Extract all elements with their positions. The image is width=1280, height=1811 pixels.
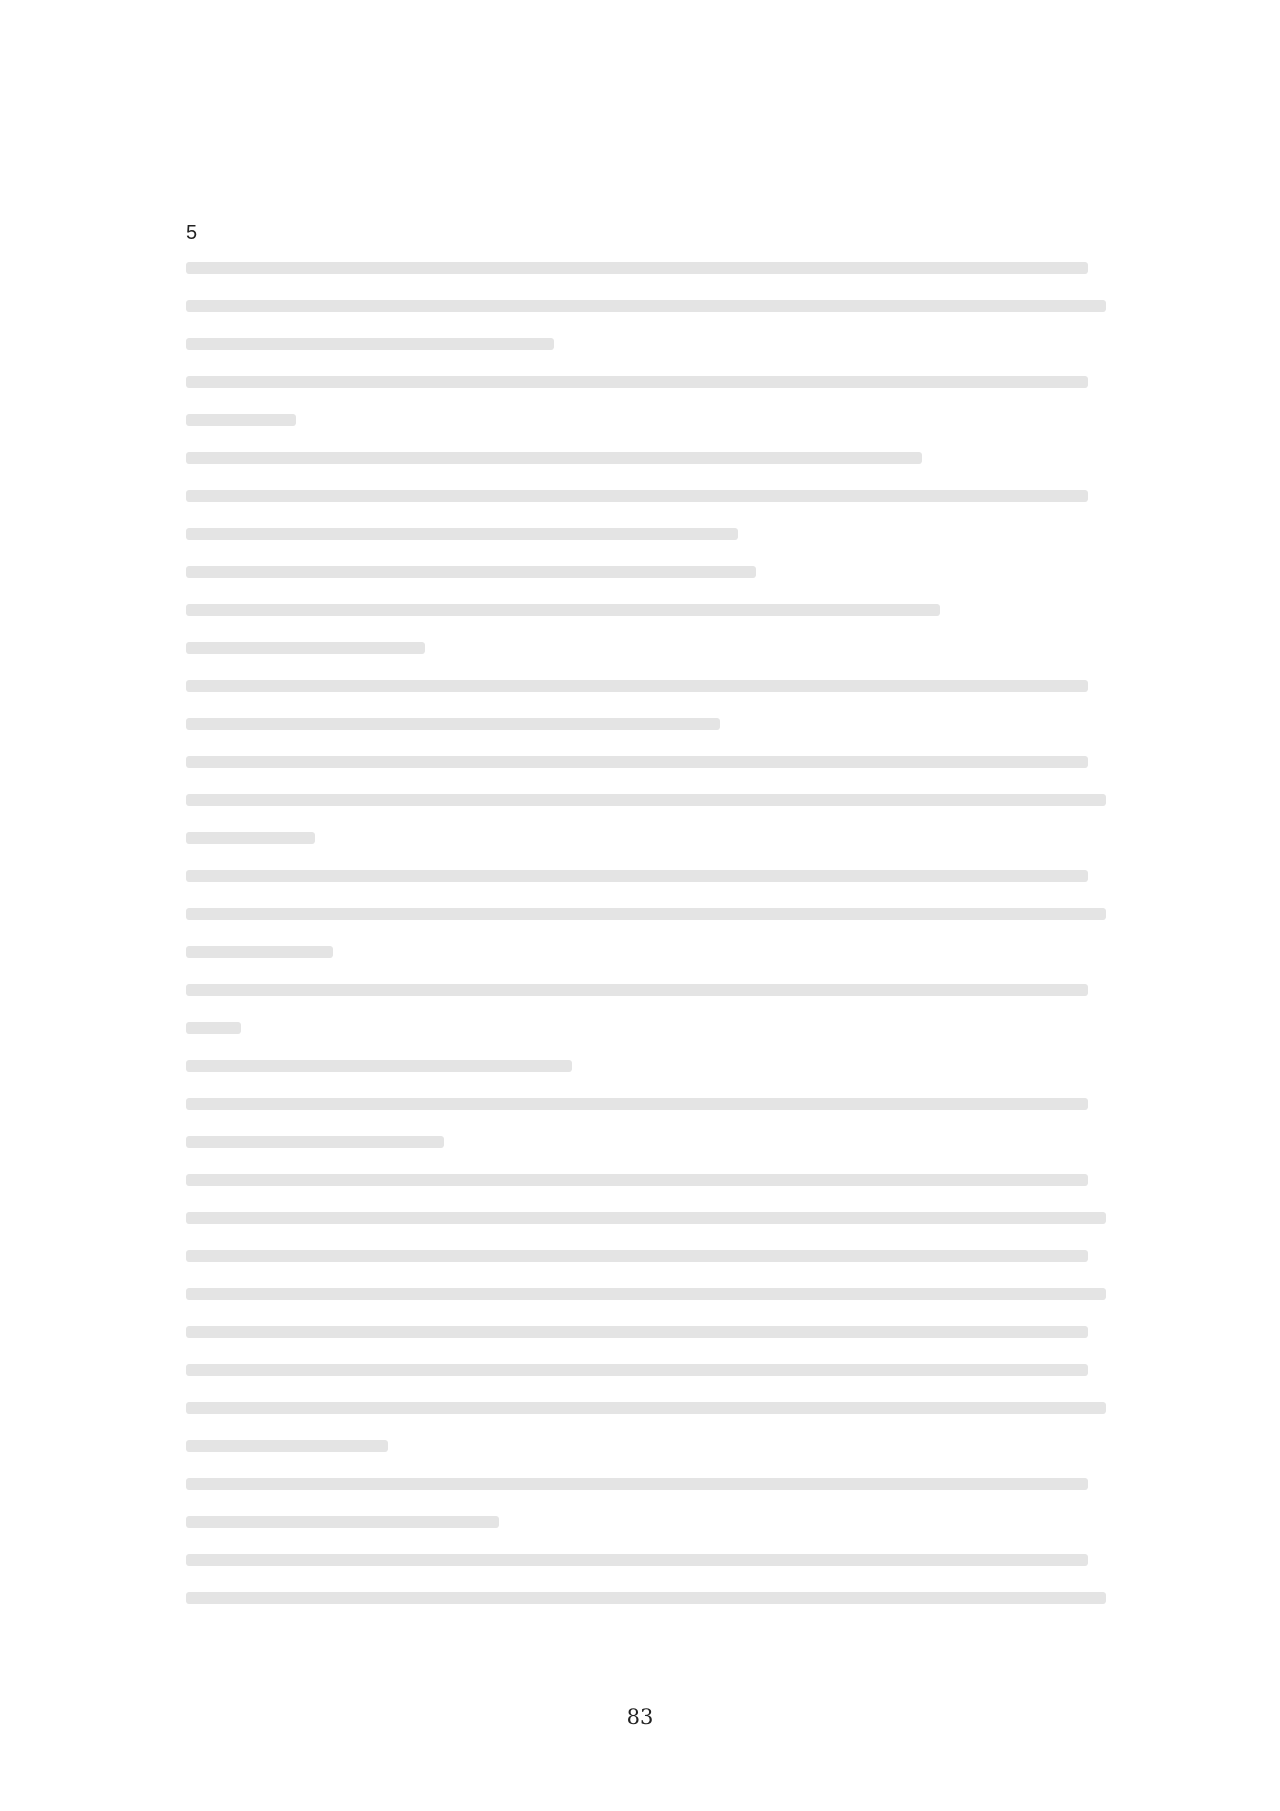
text-line-placeholder: [186, 1364, 1088, 1376]
text-line-placeholder: [186, 1326, 1088, 1338]
text-line-placeholder: [186, 680, 1088, 692]
text-line-placeholder: [186, 1136, 444, 1148]
section-number: 5: [186, 222, 198, 244]
text-line-placeholder: [186, 756, 1088, 768]
text-line-placeholder: [186, 604, 940, 616]
text-line-placeholder: [186, 1022, 241, 1034]
text-line-placeholder: [186, 1288, 1106, 1300]
text-body-placeholder: [186, 262, 1106, 1630]
text-line-placeholder: [186, 452, 922, 464]
text-line-placeholder: [186, 300, 1106, 312]
text-line-placeholder: [186, 1440, 388, 1452]
text-line-placeholder: [186, 1592, 1106, 1604]
text-line-placeholder: [186, 490, 1088, 502]
text-line-placeholder: [186, 794, 1106, 806]
page-number: 83: [626, 1705, 654, 1729]
text-line-placeholder: [186, 1060, 572, 1072]
text-line-placeholder: [186, 1516, 499, 1528]
text-line-placeholder: [186, 1478, 1088, 1490]
text-line-placeholder: [186, 1098, 1088, 1110]
text-line-placeholder: [186, 946, 333, 958]
text-line-placeholder: [186, 376, 1088, 388]
text-line-placeholder: [186, 528, 738, 540]
text-line-placeholder: [186, 1174, 1088, 1186]
text-line-placeholder: [186, 984, 1088, 996]
text-line-placeholder: [186, 642, 425, 654]
text-line-placeholder: [186, 1212, 1106, 1224]
text-line-placeholder: [186, 338, 554, 350]
text-line-placeholder: [186, 1402, 1106, 1414]
text-line-placeholder: [186, 832, 315, 844]
text-line-placeholder: [186, 262, 1088, 274]
text-line-placeholder: [186, 566, 756, 578]
text-line-placeholder: [186, 908, 1106, 920]
text-line-placeholder: [186, 870, 1088, 882]
text-line-placeholder: [186, 1554, 1088, 1566]
text-line-placeholder: [186, 414, 296, 426]
text-line-placeholder: [186, 1250, 1088, 1262]
text-line-placeholder: [186, 718, 720, 730]
